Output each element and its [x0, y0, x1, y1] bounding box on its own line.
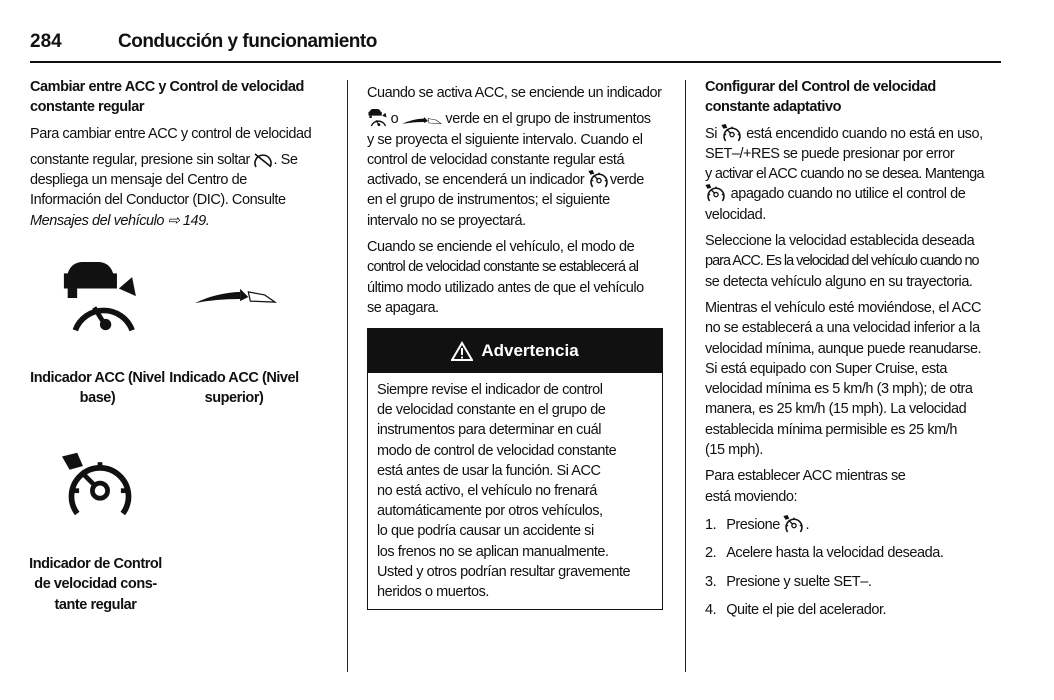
- cruise-control-icon: [588, 170, 610, 188]
- text-line: velocidad mínima es 5 km/h (3 mph); de otra: [705, 381, 973, 398]
- text-line: Cuando se enciende el vehículo, el modo de: [367, 239, 635, 256]
- acc-base-icon: [367, 109, 387, 127]
- cancel-cruise-icon: [253, 152, 273, 168]
- text-line: no se establecerá a una velocidad inferior a la: [705, 320, 980, 337]
- reference-link[interactable]: Mensajes del vehículo: [30, 212, 165, 229]
- text-line: despliega un mensaje del Centro de: [30, 172, 247, 189]
- warning-title: Advertencia: [481, 341, 579, 360]
- text-line: se detecta vehículo alguno en su trayectoria.: [705, 273, 973, 290]
- text-line: . Se: [273, 151, 298, 168]
- cruise-control-icon: [705, 184, 727, 202]
- acc-superior-icon: [195, 286, 277, 308]
- text-line: para ACC. Es la velocidad del vehículo cuando no: [705, 253, 979, 270]
- left-column: [30, 77, 311, 231]
- text-line: Cuando se activa ACC, se enciende un indicador: [367, 85, 662, 101]
- text-line: Si está equipado con Super Cruise, esta: [705, 360, 947, 377]
- text-line: manera, es 25 km/h (15 mph). La velocidad: [705, 401, 967, 418]
- section-heading: Cambiar entre ACC y Control de velocidad: [30, 79, 304, 95]
- text-line: intervalo no se proyectará.: [367, 212, 526, 229]
- acc-superior-icon: [402, 115, 442, 127]
- warning-line: lo que podría causar un accidente si: [377, 523, 594, 540]
- text-line: Mientras el vehículo esté moviéndose, el ACC: [705, 299, 981, 316]
- warning-line: está antes de usar la función. Si ACC: [377, 462, 601, 479]
- arrow-right-icon: ⇨: [167, 212, 180, 229]
- text-line: último modo utilizado antes de que el vehículo: [367, 279, 644, 296]
- text-line: y activar el ACC cuando no se desea. Mantenga: [705, 166, 984, 183]
- column-divider: [685, 80, 686, 672]
- column-divider: [347, 80, 348, 672]
- text-line: constante regular, presione sin soltar: [30, 151, 250, 168]
- warning-header: [368, 329, 662, 373]
- section-heading: Configurar del Control de velocidad: [705, 79, 936, 95]
- caption-regular: Indicador de Control de velocidad cons- tante regular: [29, 556, 162, 613]
- text-line: se apagara.: [367, 299, 439, 316]
- section-heading: constante adaptativo: [705, 99, 842, 116]
- text-line: y se proyecta el siguiente intervalo. Cuando el: [367, 131, 643, 148]
- warning-line: instrumentos para determinar en cuál: [377, 422, 601, 439]
- text-line: Información del Conductor (DIC). Consulte: [30, 192, 286, 209]
- right-column: Configurar del Control de velocidad constante adaptativo Si está encendido cuando no está en uso, SET–/+RES se puede presionar por error y activar el ACC cuando no se desea. Mantenga apagado cuando no utilice el control de velocidad. Seleccione la velocidad establecida deseada para ACC. Es la velocidad del vehículo cuando no se detecta vehículo alguno en su trayectoria. Mientras el vehículo esté moviéndose, el ACC no se establecerá a una velocidad inferior a la velocidad mínima, aunque puede reanudarse. Si está equipado con Super Cruise, esta velocidad mínima es 5 km/h (3 mph); de otra manera, es 25 km/h (15 mph). La velocidad establecida mínima permisible es 25 km/h (15 mph). Para establecer ACC mientras se está moviendo: 1. Presione . 2. Acelere hasta la velocidad deseada. 3. Presione y suelte SET–. 4. Quite el pie del acelerador.: [705, 77, 984, 620]
- text-line: velocidad mínima, aunque puede reanudarse.: [705, 340, 982, 357]
- cruise-control-icon: [783, 515, 805, 533]
- text-line: Para establecer ACC mientras se: [705, 468, 906, 485]
- acc-base-icon: [60, 262, 136, 334]
- page-title: Conducción y funcionamiento: [118, 31, 377, 52]
- warning-line: los frenos no se aplican manualmente.: [377, 543, 609, 560]
- text-line: está moviendo:: [705, 488, 798, 505]
- warning-line: no está activo, el vehículo no frenará: [377, 483, 597, 500]
- warning-box: [367, 328, 663, 610]
- caption-acc-base: Indicador ACC (Nivel base): [30, 370, 165, 407]
- text-line: Seleccione la velocidad establecida deseada: [705, 233, 975, 250]
- reference-page[interactable]: 149.: [182, 212, 210, 229]
- section-heading: constante regular: [30, 99, 145, 116]
- warning-line: heridos o muertos.: [377, 584, 489, 601]
- text-line: control de velocidad constante regular está: [367, 151, 625, 168]
- text-line: establecida mínima permisible es 25 km/h: [705, 421, 957, 438]
- warning-line: Usted y otros podrían resultar gravemente: [377, 563, 631, 580]
- list-item: 1. Presione .: [705, 516, 810, 533]
- list-item: 3. Presione y suelte SET–.: [705, 573, 872, 590]
- text-line: en el grupo de instrumentos; el siguiente: [367, 192, 610, 209]
- warning-line: modo de control de velocidad constante: [377, 442, 617, 459]
- page-number: 284: [30, 31, 62, 52]
- text-line: velocidad.: [705, 206, 766, 223]
- warning-text: [368, 373, 662, 609]
- cruise-control-icon: [62, 452, 138, 518]
- warning-line: de velocidad constante en el grupo de: [377, 402, 606, 419]
- text-line: (15 mph).: [705, 442, 763, 459]
- warning-triangle-icon: [451, 341, 473, 361]
- list-item: 2. Acelere hasta la velocidad deseada.: [705, 545, 944, 562]
- caption-acc-superior: Indicado ACC (Nivel superior): [169, 370, 299, 407]
- warning-line: automáticamente por otros vehículos,: [377, 503, 603, 520]
- header-rule: [30, 61, 1001, 63]
- text-line: Para cambiar entre ACC y control de velocidad: [30, 125, 312, 142]
- text-line: SET–/+RES se puede presionar por error: [705, 145, 955, 162]
- cruise-control-icon: [721, 124, 743, 142]
- warning-line: Siempre revise el indicador de control: [377, 382, 603, 398]
- text-line: control de velocidad constante se establecerá al: [367, 259, 639, 276]
- list-item: 4. Quite el pie del acelerador.: [705, 601, 887, 618]
- middle-column: Cuando se activa ACC, se enciende un indicador o verde en el grupo de instrumentos y se proyecta el siguiente intervalo. Cuando el control de velocidad constante regular está activado, se encenderá un indicador verde en el grupo de instrumentos; el siguiente intervalo no se proyectará. Cuando se enciende el vehículo, el modo de control de velocidad constante se establecerá al último modo utilizado antes de que el vehículo se apagara.: [367, 83, 661, 318]
